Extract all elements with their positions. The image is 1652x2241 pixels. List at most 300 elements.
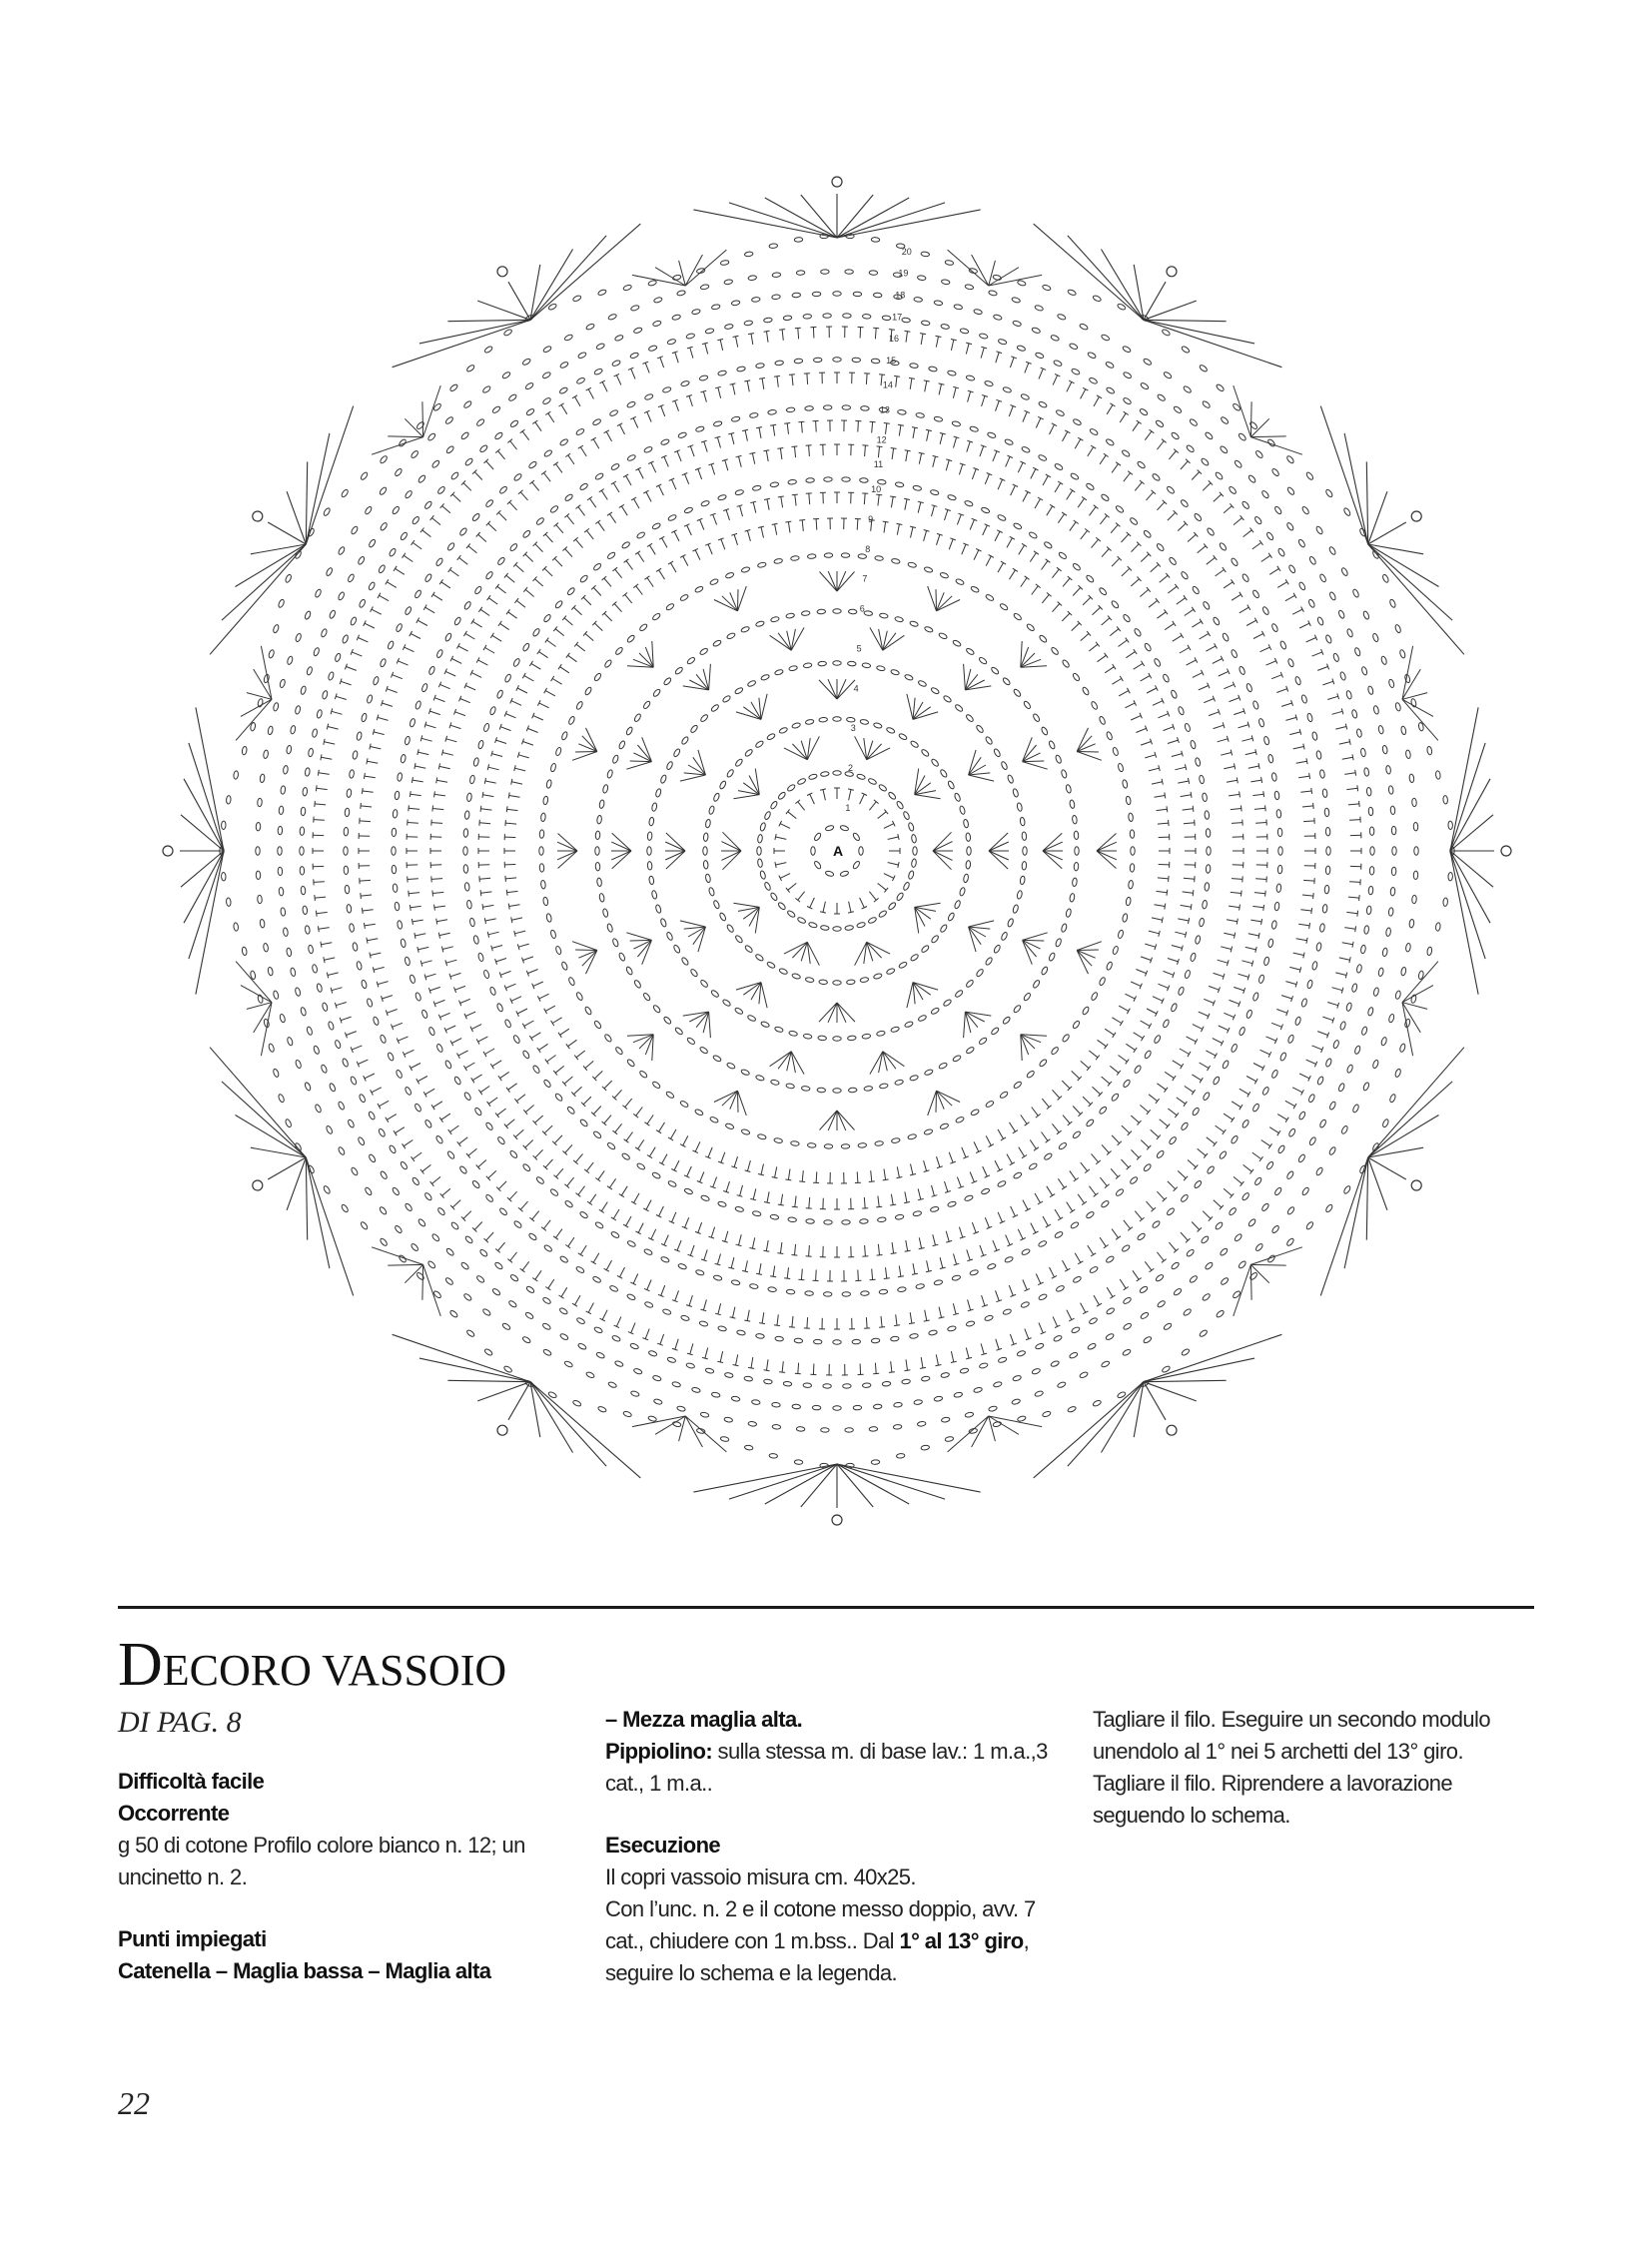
chain-stitch-mark bbox=[1261, 606, 1269, 615]
tall-stitch-mark bbox=[1125, 703, 1135, 708]
tall-stitch-mark bbox=[788, 1169, 790, 1180]
tall-stitch-mark bbox=[1063, 1260, 1068, 1270]
chain-stitch-mark bbox=[1139, 1285, 1148, 1293]
chain-stitch-mark bbox=[833, 1406, 841, 1410]
chain-stitch-mark bbox=[329, 609, 337, 618]
chain-stitch-mark bbox=[335, 653, 342, 662]
tall-stitch-mark bbox=[1204, 699, 1214, 703]
chain-stitch-mark bbox=[1360, 945, 1366, 954]
tall-stitch-mark bbox=[983, 1166, 988, 1176]
tall-stitch-mark bbox=[752, 1237, 754, 1248]
chain-stitch-mark bbox=[464, 1235, 473, 1244]
tall-stitch-mark bbox=[633, 1274, 638, 1284]
tall-stitch-top bbox=[756, 1273, 762, 1274]
tall-stitch-mark bbox=[1122, 1125, 1130, 1133]
chain-stitch-mark bbox=[711, 304, 720, 310]
chain-stitch-mark bbox=[895, 481, 904, 487]
chain-stitch-mark bbox=[380, 1035, 387, 1044]
tall-stitch-top bbox=[545, 1060, 549, 1065]
chain-stitch-mark bbox=[803, 1034, 812, 1040]
tall-stitch-mark bbox=[418, 947, 429, 950]
outer-chain-mark bbox=[696, 1428, 705, 1434]
chain-stitch-mark bbox=[1089, 1265, 1098, 1273]
tall-stitch-mark bbox=[683, 1135, 688, 1145]
chain-stitch-mark bbox=[595, 831, 600, 840]
chain-stitch-mark bbox=[1405, 943, 1411, 952]
tall-stitch-mark bbox=[1335, 973, 1346, 976]
chain-stitch-mark bbox=[1390, 806, 1395, 815]
chain-stitch-mark bbox=[848, 609, 857, 614]
chain-stitch-mark bbox=[305, 926, 311, 935]
tall-stitch-top bbox=[1215, 643, 1218, 648]
tall-stitch-mark bbox=[1100, 455, 1106, 464]
outer-chain-mark bbox=[242, 947, 248, 956]
fan-stitch-mark bbox=[743, 983, 761, 996]
tall-stitch-mark bbox=[759, 1263, 761, 1274]
chain-stitch-mark bbox=[845, 925, 854, 931]
outer-chain-mark bbox=[597, 1406, 606, 1413]
chain-stitch-mark bbox=[358, 556, 366, 565]
tall-stitch-mark bbox=[604, 613, 612, 621]
tall-stitch-top bbox=[551, 676, 554, 681]
chain-stitch-mark bbox=[934, 416, 943, 422]
chain-stitch-mark bbox=[474, 585, 482, 594]
tall-stitch-mark bbox=[795, 446, 796, 457]
tall-stitch-mark bbox=[515, 564, 523, 571]
tall-stitch-top bbox=[876, 494, 882, 495]
tall-stitch-mark bbox=[1221, 947, 1232, 950]
fan-stitch-mark bbox=[936, 589, 937, 611]
chain-stitch-mark bbox=[1003, 1308, 1012, 1315]
chain-stitch-mark bbox=[967, 847, 971, 855]
tall-stitch-top bbox=[919, 452, 925, 453]
tall-stitch-mark bbox=[1178, 919, 1189, 921]
chain-stitch-mark bbox=[805, 1291, 814, 1296]
tall-stitch-mark bbox=[1344, 928, 1355, 930]
tall-stitch-mark bbox=[365, 623, 375, 628]
tall-stitch-mark bbox=[937, 534, 940, 545]
tall-stitch-top bbox=[883, 1179, 889, 1180]
chain-stitch-mark bbox=[268, 967, 274, 976]
chain-stitch-mark bbox=[1013, 612, 1022, 621]
chain-stitch-mark bbox=[1337, 1083, 1345, 1092]
tall-stitch-mark bbox=[1349, 882, 1360, 883]
tall-stitch-mark bbox=[1177, 1098, 1186, 1104]
chain-stitch-mark bbox=[1001, 932, 1009, 941]
tall-stitch-mark bbox=[460, 999, 470, 1003]
chain-stitch-mark bbox=[1106, 386, 1115, 394]
chain-stitch-mark bbox=[724, 324, 733, 330]
tall-stitch-mark bbox=[1348, 804, 1359, 805]
tall-stitch-mark bbox=[1145, 431, 1152, 440]
fan-stitch-mark bbox=[1043, 842, 1063, 851]
fan-stitch-mark bbox=[558, 834, 578, 852]
chain-stitch-mark bbox=[405, 489, 413, 498]
chain-stitch-mark bbox=[803, 1383, 812, 1388]
tall-stitch-top bbox=[495, 584, 499, 589]
tall-stitch-top bbox=[432, 891, 433, 897]
chain-stitch-mark bbox=[389, 1144, 397, 1153]
chain-stitch-mark bbox=[941, 279, 950, 285]
chain-stitch-mark bbox=[595, 862, 600, 871]
chain-stitch-mark bbox=[749, 412, 758, 418]
chain-stitch-mark bbox=[512, 1035, 520, 1044]
tall-stitch-mark bbox=[472, 1075, 481, 1081]
chain-stitch-mark bbox=[509, 1149, 518, 1158]
chain-stitch-mark bbox=[744, 1376, 753, 1382]
chain-stitch-mark bbox=[752, 1210, 761, 1216]
fan-stitch-mark bbox=[915, 903, 941, 907]
outer-chain-mark bbox=[483, 1348, 492, 1356]
tall-stitch-top bbox=[1074, 520, 1079, 524]
chain-stitch-mark bbox=[1115, 1188, 1124, 1197]
chain-stitch-mark bbox=[584, 686, 592, 695]
chain-stitch-mark bbox=[952, 1055, 961, 1063]
tall-stitch-mark bbox=[1349, 820, 1360, 821]
chain-stitch-mark bbox=[1254, 1242, 1263, 1251]
tall-stitch-mark bbox=[485, 919, 496, 921]
tall-stitch-mark bbox=[556, 464, 562, 473]
chain-stitch-mark bbox=[466, 900, 472, 909]
chain-stitch-mark bbox=[879, 1289, 888, 1294]
tall-stitch-top bbox=[386, 1118, 389, 1122]
chain-stitch-mark bbox=[1173, 405, 1182, 414]
tall-stitch-mark bbox=[626, 1132, 633, 1141]
chain-stitch-mark bbox=[890, 1026, 899, 1033]
chain-stitch-mark bbox=[999, 603, 1008, 611]
tall-stitch-mark bbox=[651, 1229, 656, 1239]
tall-stitch-mark bbox=[498, 1181, 506, 1189]
tall-stitch-mark bbox=[567, 515, 574, 524]
tall-stitch-mark bbox=[1067, 490, 1073, 499]
tall-stitch-mark bbox=[1200, 633, 1210, 639]
chain-stitch-mark bbox=[760, 1021, 769, 1028]
picot-mark bbox=[163, 846, 173, 856]
tall-stitch-top bbox=[423, 1092, 426, 1097]
fan-stitch-mark bbox=[665, 842, 685, 851]
tall-stitch-top bbox=[631, 1201, 636, 1204]
small-fan-stitch bbox=[241, 699, 272, 716]
tall-stitch-mark bbox=[1339, 742, 1350, 744]
tall-stitch-mark bbox=[1131, 579, 1139, 586]
chain-stitch-mark bbox=[1032, 1368, 1041, 1375]
tall-stitch-mark bbox=[465, 1063, 475, 1069]
section-divider bbox=[118, 1606, 1534, 1609]
chain-stitch-mark bbox=[1189, 418, 1198, 427]
tall-stitch-top bbox=[599, 489, 604, 492]
chain-stitch-mark bbox=[1395, 702, 1401, 711]
tall-stitch-mark bbox=[488, 1098, 497, 1104]
chain-stitch-mark bbox=[1199, 775, 1205, 784]
chain-stitch-mark bbox=[686, 1037, 695, 1046]
tall-stitch-mark bbox=[1234, 987, 1243, 991]
tall-stitch-mark bbox=[1036, 1274, 1041, 1284]
tall-stitch-mark bbox=[398, 1037, 408, 1041]
chain-stitch-mark bbox=[423, 500, 432, 509]
chain-stitch-mark bbox=[1032, 713, 1040, 722]
tall-stitch-top bbox=[869, 1181, 875, 1182]
tall-stitch-mark bbox=[1050, 424, 1055, 434]
chain-stitch-mark bbox=[1231, 1135, 1239, 1144]
tall-stitch-mark bbox=[1292, 1088, 1302, 1093]
scallop-fan-stitch bbox=[210, 544, 306, 654]
chain-stitch-mark bbox=[329, 1083, 337, 1092]
tall-stitch-top bbox=[1001, 1137, 1006, 1140]
chain-stitch-mark bbox=[1328, 1101, 1336, 1110]
tall-stitch-mark bbox=[535, 1116, 543, 1122]
tall-stitch-mark bbox=[1173, 635, 1182, 641]
chain-stitch-mark bbox=[792, 722, 801, 729]
outer-chain-mark bbox=[415, 1271, 424, 1280]
fan-stitch-mark bbox=[639, 653, 653, 667]
chain-stitch-mark bbox=[712, 1055, 721, 1063]
chain-stitch-mark bbox=[458, 1165, 467, 1174]
tall-stitch-mark bbox=[897, 1166, 899, 1177]
chain-stitch-mark bbox=[952, 420, 961, 426]
tall-stitch-mark bbox=[429, 987, 439, 991]
chain-stitch-mark bbox=[1013, 1375, 1022, 1382]
tall-stitch-mark bbox=[539, 994, 549, 999]
chain-stitch-mark bbox=[747, 1015, 756, 1023]
outer-chain-mark bbox=[1443, 795, 1448, 804]
chain-stitch-mark bbox=[842, 477, 851, 482]
chain-stitch-mark bbox=[543, 613, 552, 622]
chain-stitch-mark bbox=[709, 1117, 718, 1123]
outer-chain-mark bbox=[993, 275, 1002, 281]
chain-stitch-mark bbox=[913, 847, 917, 855]
chain-stitch-mark bbox=[380, 1170, 388, 1179]
chain-stitch-mark bbox=[1372, 633, 1379, 642]
article-title: DECORO VASSOIO bbox=[118, 1631, 507, 1699]
tall-stitch-mark bbox=[721, 539, 725, 549]
fan-stitch-mark bbox=[837, 1111, 846, 1130]
outer-chain-mark bbox=[380, 1237, 389, 1246]
tall-stitch-top bbox=[728, 1267, 734, 1268]
chain-stitch-mark bbox=[725, 572, 734, 579]
fan-stitch-mark bbox=[639, 1035, 653, 1049]
tall-stitch-mark bbox=[1112, 558, 1120, 566]
scallop-fan-stitch bbox=[419, 320, 530, 344]
tall-stitch-mark bbox=[1105, 1029, 1114, 1035]
tall-stitch-mark bbox=[866, 1317, 867, 1328]
chain-stitch-mark bbox=[717, 1200, 726, 1207]
tall-stitch-mark bbox=[970, 519, 974, 529]
tall-stitch-mark bbox=[864, 493, 865, 504]
tall-stitch-top bbox=[506, 1088, 510, 1093]
stitches-text-cont: – Mezza maglia alta. bbox=[605, 1707, 803, 1732]
chain-stitch-mark bbox=[1205, 1261, 1214, 1270]
outer-chain-mark bbox=[1216, 383, 1225, 392]
tall-stitch-mark bbox=[1239, 1089, 1249, 1095]
chain-stitch-mark bbox=[985, 593, 994, 601]
tall-stitch-mark bbox=[633, 418, 638, 428]
chain-stitch-mark bbox=[796, 1426, 805, 1431]
tall-stitch-mark bbox=[1339, 958, 1350, 960]
tall-stitch-mark bbox=[1245, 947, 1256, 950]
chain-stitch-mark bbox=[283, 765, 289, 774]
tall-stitch-top bbox=[1231, 750, 1232, 756]
tall-stitch-mark bbox=[807, 1317, 808, 1328]
chain-stitch-mark bbox=[1219, 542, 1228, 551]
fan-stitch-mark bbox=[761, 983, 767, 1009]
tall-stitch-mark bbox=[865, 445, 866, 456]
fan-stitch-mark bbox=[913, 707, 931, 720]
tall-stitch-mark bbox=[1131, 1116, 1139, 1122]
chain-stitch-mark bbox=[903, 811, 911, 820]
outer-chain-mark bbox=[1181, 1348, 1190, 1356]
tall-stitch-mark bbox=[878, 883, 887, 890]
chain-stitch-mark bbox=[766, 733, 775, 741]
scallop-fan-stitch bbox=[419, 1358, 530, 1382]
tall-stitch-mark bbox=[725, 1231, 728, 1242]
tall-stitch-mark bbox=[713, 514, 717, 524]
chain-stitch-mark bbox=[904, 1021, 913, 1028]
chain-stitch-mark bbox=[860, 477, 869, 482]
tall-stitch-top bbox=[1036, 584, 1041, 588]
tall-stitch-mark bbox=[675, 400, 679, 410]
chain-stitch-mark bbox=[1234, 459, 1242, 468]
chain-stitch-mark bbox=[665, 603, 674, 611]
chain-stitch-mark bbox=[610, 462, 619, 470]
tall-stitch-mark bbox=[1293, 953, 1304, 955]
tall-stitch-mark bbox=[869, 892, 876, 901]
tall-stitch-mark bbox=[705, 1348, 708, 1359]
tall-stitch-mark bbox=[1221, 753, 1232, 756]
tall-stitch-mark bbox=[575, 1153, 582, 1161]
tall-stitch-top bbox=[1050, 1194, 1055, 1197]
tall-stitch-top bbox=[1359, 801, 1360, 807]
chain-stitch-mark bbox=[876, 1031, 885, 1037]
chain-stitch-mark bbox=[283, 928, 289, 937]
chain-stitch-mark bbox=[938, 632, 947, 640]
chain-stitch-mark bbox=[651, 803, 657, 812]
tall-stitch-mark bbox=[888, 863, 899, 865]
chain-stitch-mark bbox=[1409, 774, 1414, 783]
chain-stitch-mark bbox=[1126, 796, 1132, 805]
tall-stitch-mark bbox=[314, 820, 325, 821]
tall-stitch-mark bbox=[884, 522, 886, 533]
tall-stitch-mark bbox=[766, 450, 768, 461]
tall-stitch-mark bbox=[921, 334, 923, 345]
tall-stitch-top bbox=[750, 501, 756, 502]
tall-stitch-mark bbox=[892, 448, 894, 459]
chain-stitch-mark bbox=[509, 543, 518, 552]
chain-stitch-mark bbox=[315, 1104, 323, 1113]
tall-stitch-mark bbox=[317, 912, 328, 913]
tall-stitch-top bbox=[559, 1295, 564, 1298]
tall-stitch-top bbox=[514, 1099, 518, 1104]
chain-stitch-mark bbox=[770, 1080, 779, 1086]
chain-stitch-mark bbox=[1013, 688, 1022, 697]
tall-stitch-mark bbox=[523, 742, 533, 746]
chain-stitch-mark bbox=[700, 500, 709, 507]
chain-stitch-mark bbox=[412, 515, 420, 524]
tall-stitch-mark bbox=[924, 530, 927, 541]
chain-stitch-mark bbox=[807, 554, 816, 559]
tall-stitch-top bbox=[386, 579, 389, 584]
tall-stitch-top bbox=[774, 375, 780, 376]
chain-stitch-mark bbox=[479, 444, 488, 453]
tall-stitch-mark bbox=[432, 809, 443, 810]
outer-chain-mark bbox=[720, 1436, 729, 1442]
chain-stitch-mark bbox=[1184, 970, 1191, 979]
tall-stitch-mark bbox=[1075, 1253, 1081, 1263]
chain-stitch-mark bbox=[295, 633, 302, 642]
chain-stitch-mark bbox=[987, 1263, 996, 1270]
chain-stitch-mark bbox=[774, 558, 783, 564]
chain-stitch-mark bbox=[579, 1210, 588, 1218]
chain-stitch-mark bbox=[1062, 659, 1071, 668]
tall-stitch-mark bbox=[1119, 691, 1129, 696]
tall-stitch-top bbox=[730, 383, 736, 384]
chain-stitch-mark bbox=[473, 757, 479, 766]
chain-stitch-mark bbox=[1017, 345, 1026, 352]
chain-stitch-mark bbox=[303, 906, 308, 915]
tall-stitch-mark bbox=[858, 421, 859, 432]
tall-stitch-top bbox=[733, 1365, 739, 1366]
tall-stitch-mark bbox=[360, 880, 371, 881]
tall-stitch-mark bbox=[1277, 582, 1287, 588]
tall-stitch-mark bbox=[1289, 732, 1300, 735]
tall-stitch-top bbox=[423, 605, 426, 610]
chain-stitch-mark bbox=[840, 825, 849, 832]
scallop-fan-stitch bbox=[508, 282, 530, 320]
tall-stitch-mark bbox=[445, 1026, 455, 1031]
tall-stitch-mark bbox=[1181, 795, 1192, 797]
chain-stitch-mark bbox=[859, 847, 863, 855]
chain-stitch-mark bbox=[373, 1017, 380, 1026]
fan-stitch-mark bbox=[837, 571, 846, 591]
chain-stitch-mark bbox=[1391, 826, 1396, 835]
fan-stitch-mark bbox=[557, 842, 577, 851]
tall-stitch-top bbox=[508, 904, 509, 910]
chain-stitch-mark bbox=[667, 339, 676, 346]
tall-stitch-mark bbox=[646, 492, 651, 502]
tall-stitch-mark bbox=[1187, 660, 1197, 665]
tall-stitch-top bbox=[733, 336, 739, 337]
tall-stitch-top bbox=[1255, 947, 1256, 953]
tall-stitch-mark bbox=[910, 1312, 912, 1323]
tall-stitch-mark bbox=[556, 524, 563, 532]
tall-stitch-mark bbox=[892, 1242, 894, 1253]
chain-stitch-mark bbox=[1099, 977, 1107, 986]
chain-stitch-mark bbox=[1070, 472, 1079, 480]
chain-stitch-mark bbox=[1301, 505, 1309, 514]
chain-stitch-mark bbox=[1201, 457, 1210, 466]
tall-stitch-top bbox=[631, 497, 636, 500]
chain-stitch-mark bbox=[365, 1186, 373, 1195]
chain-stitch-mark bbox=[908, 822, 915, 831]
tall-stitch-top bbox=[514, 598, 518, 603]
tall-stitch-mark bbox=[508, 1084, 517, 1090]
chain-stitch-mark bbox=[278, 826, 283, 835]
tall-stitch-mark bbox=[986, 556, 991, 566]
chain-stitch-mark bbox=[853, 292, 862, 297]
chain-stitch-mark bbox=[931, 758, 940, 767]
tall-stitch-mark bbox=[1173, 1061, 1182, 1067]
page-number: 22 bbox=[118, 2085, 150, 2121]
chain-stitch-mark bbox=[322, 690, 329, 699]
chain-stitch-mark bbox=[803, 662, 812, 668]
tall-stitch-mark bbox=[968, 391, 971, 402]
tall-stitch-mark bbox=[509, 905, 520, 907]
tall-stitch-mark bbox=[1285, 595, 1295, 600]
tall-stitch-mark bbox=[522, 1261, 529, 1270]
tall-stitch-mark bbox=[518, 944, 529, 947]
chain-stitch-mark bbox=[491, 1287, 500, 1296]
tall-stitch-top bbox=[587, 1201, 592, 1205]
chain-stitch-mark bbox=[347, 904, 352, 913]
